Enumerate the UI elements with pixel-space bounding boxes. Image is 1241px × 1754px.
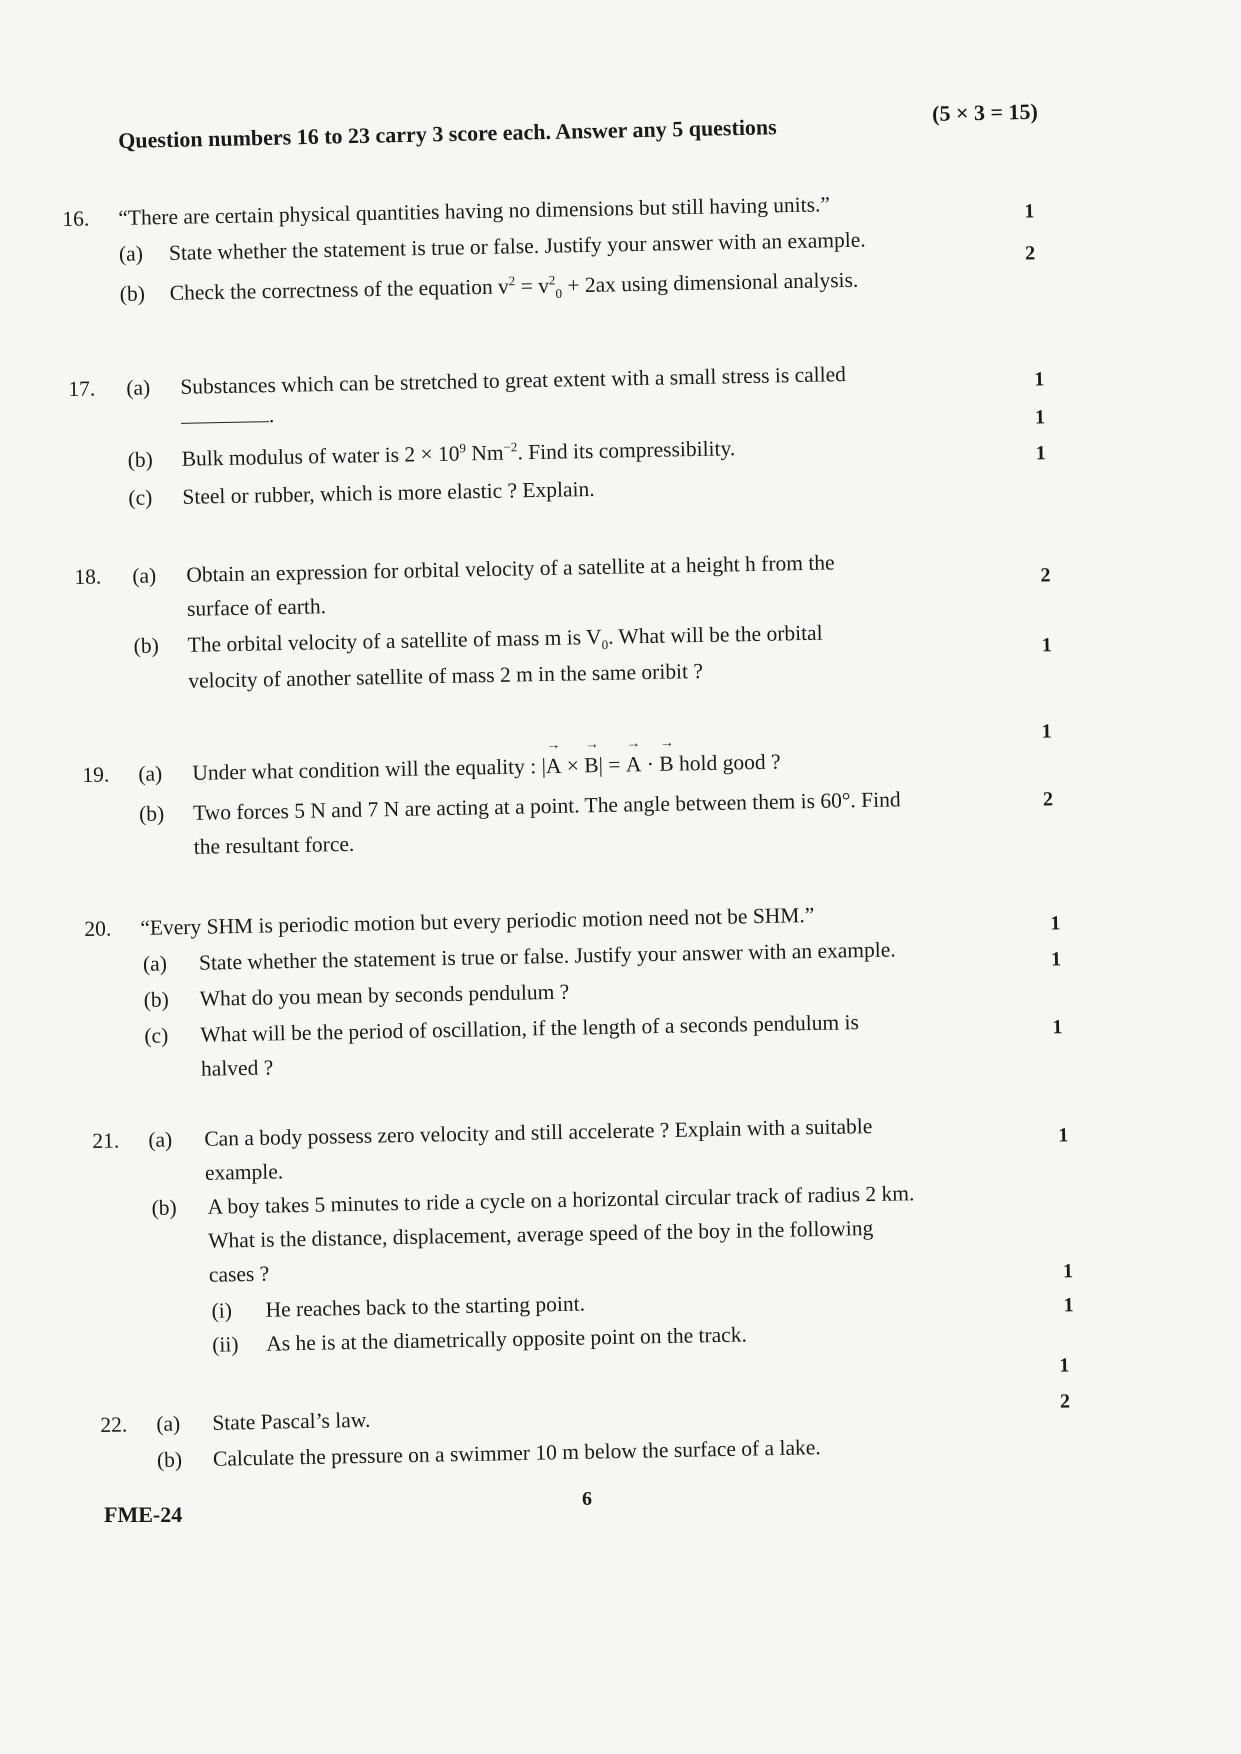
subpart-text: He reaches back to the starting point. bbox=[265, 1291, 586, 1322]
part-text: State whether the statement is true or false. Justify your answer with an example. bbox=[168, 227, 866, 265]
question-20 bbox=[84, 893, 1074, 1081]
subpart-label: (i) bbox=[211, 1298, 233, 1323]
page-number: 6 bbox=[582, 1488, 592, 1510]
part-mark: 1 bbox=[1059, 1354, 1070, 1377]
part-label: (b) bbox=[143, 987, 170, 1012]
part-text: cases ? bbox=[208, 1261, 270, 1287]
question-number: 18. bbox=[74, 564, 102, 589]
part-mark: 1 bbox=[1058, 1124, 1069, 1147]
part-mark: 1 bbox=[1062, 1260, 1074, 1283]
part-text: Substances which can be stretched to great extent with a small stress is called bbox=[180, 362, 847, 399]
part-text: A boy takes 5 minutes to ride a cycle on a horizontal circular track of radius 2 km. bbox=[207, 1181, 915, 1219]
part-label: (a) bbox=[118, 241, 144, 266]
part-text: Two forces 5 N and 7 N are acting at a point. The angle between them is 60°. Find bbox=[192, 787, 901, 825]
question-21 bbox=[92, 1105, 1082, 1357]
part-text: The orbital velocity of a satellite of mass m is $V_0$. What will be the orbital bbox=[187, 620, 823, 657]
part-label: (b) bbox=[119, 281, 146, 306]
part-mark: 1 bbox=[1050, 912, 1061, 935]
part-mark: 1 bbox=[1052, 1016, 1063, 1039]
score-scheme: (5 × 3 = 15) bbox=[931, 98, 1039, 126]
part-text: What will be the period of oscillation, if the length of a seconds pendulum is bbox=[200, 1010, 860, 1047]
part-text: surface of earth. bbox=[186, 594, 327, 621]
part-label: (a) bbox=[148, 1127, 173, 1152]
part-mark: 2 bbox=[1040, 564, 1051, 587]
part-mark: 1 bbox=[1050, 948, 1062, 971]
section-header bbox=[118, 98, 1039, 154]
question-number: 19. bbox=[82, 762, 110, 787]
part-label: (a) bbox=[126, 375, 151, 400]
part-label: (b) bbox=[127, 447, 154, 472]
part-mark: 1 bbox=[1041, 634, 1053, 657]
part-label: (a) bbox=[138, 761, 163, 786]
part-text: State whether the statement is true or false. Justify your answer with an example. bbox=[198, 937, 896, 975]
part-text: Can a body possess zero velocity and still accelerate ? Explain with a suitable bbox=[204, 1114, 873, 1151]
part-label: (b) bbox=[156, 1447, 183, 1472]
part-text: Steel or rubber, which is more elastic ? Explain. bbox=[182, 476, 595, 509]
subpart-label: (ii) bbox=[212, 1332, 239, 1357]
question-18 bbox=[74, 541, 1064, 693]
question-number: 20. bbox=[84, 916, 112, 941]
part-mark: 1 bbox=[1063, 1294, 1074, 1317]
subpart-text: As he is at the diametrically opposite point on the track. bbox=[266, 1322, 748, 1356]
part-label: (b) bbox=[151, 1195, 177, 1220]
question-number: 22. bbox=[100, 1412, 128, 1437]
question-19 bbox=[82, 720, 1072, 859]
paper-code: FME-24 bbox=[104, 1502, 183, 1527]
part-mark: 2 bbox=[1042, 788, 1054, 811]
question-number: 21. bbox=[92, 1128, 120, 1153]
part-text: What do you mean by seconds pendulum ? bbox=[199, 979, 570, 1011]
part-text: Under what condition will the equality : |→ A × → B| = → A · → B hold good ? bbox=[192, 745, 781, 791]
part-mark: 1 bbox=[1035, 442, 1046, 465]
question-16 bbox=[62, 183, 1052, 306]
part-label: (a) bbox=[156, 1411, 181, 1436]
part-label: (b) bbox=[133, 633, 159, 658]
part-label: (a) bbox=[142, 951, 168, 976]
part-label: (c) bbox=[144, 1023, 169, 1048]
part-mark: 2 bbox=[1059, 1390, 1071, 1413]
part-text: the resultant force. bbox=[193, 831, 355, 859]
part-text: What is the distance, displacement, average speed of the boy in the following bbox=[208, 1216, 874, 1253]
question-17 bbox=[68, 353, 1058, 510]
fill-in-blank: . bbox=[181, 398, 275, 434]
question-stem: “Every SHM is periodic motion but every periodic motion need not be SHM.” bbox=[140, 902, 815, 940]
part-text: velocity of another satellite of mass 2 m in the same oribit ? bbox=[188, 658, 704, 693]
question-number: 17. bbox=[68, 376, 96, 401]
question-stem: “There are certain physical quantities having no dimensions but still having units.” bbox=[118, 192, 831, 230]
part-mark: 1 bbox=[1034, 368, 1045, 391]
part-text: Check the correctness of the equation $v^2 = v^2_0 + 2ax$ using dimensional analysis. bbox=[169, 267, 859, 305]
part-text: example. bbox=[204, 1159, 284, 1185]
vector-equation: |→ A × → B| = → A · → B bbox=[541, 752, 674, 779]
part-text: Obtain an expression for orbital velocity of a satellite at a height h from the bbox=[186, 550, 835, 587]
section-instruction: Question numbers 16 to 23 carry 3 score each. Answer any 5 questions bbox=[118, 114, 777, 153]
part-text: Bulk modulus of water is $2 \times 10^9$ $Nm^{-2}$. Find its compressibility. bbox=[181, 436, 736, 471]
part-mark: 1 bbox=[1041, 720, 1052, 743]
part-mark: 1 bbox=[1024, 200, 1035, 223]
part-text: State Pascal’s law. bbox=[212, 1407, 371, 1435]
part-text: halved ? bbox=[200, 1055, 274, 1081]
part-label: (b) bbox=[138, 801, 165, 826]
part-text: Calculate the pressure on a swimmer 10 m below the surface of a lake. bbox=[212, 1435, 821, 1471]
part-mark: 2 bbox=[1024, 242, 1036, 265]
part-label: (a) bbox=[132, 563, 157, 588]
part-label: (c) bbox=[128, 485, 153, 510]
question-number: 16. bbox=[62, 206, 90, 231]
question-22 bbox=[100, 1354, 1090, 1472]
part-mark: 1 bbox=[1034, 406, 1046, 429]
